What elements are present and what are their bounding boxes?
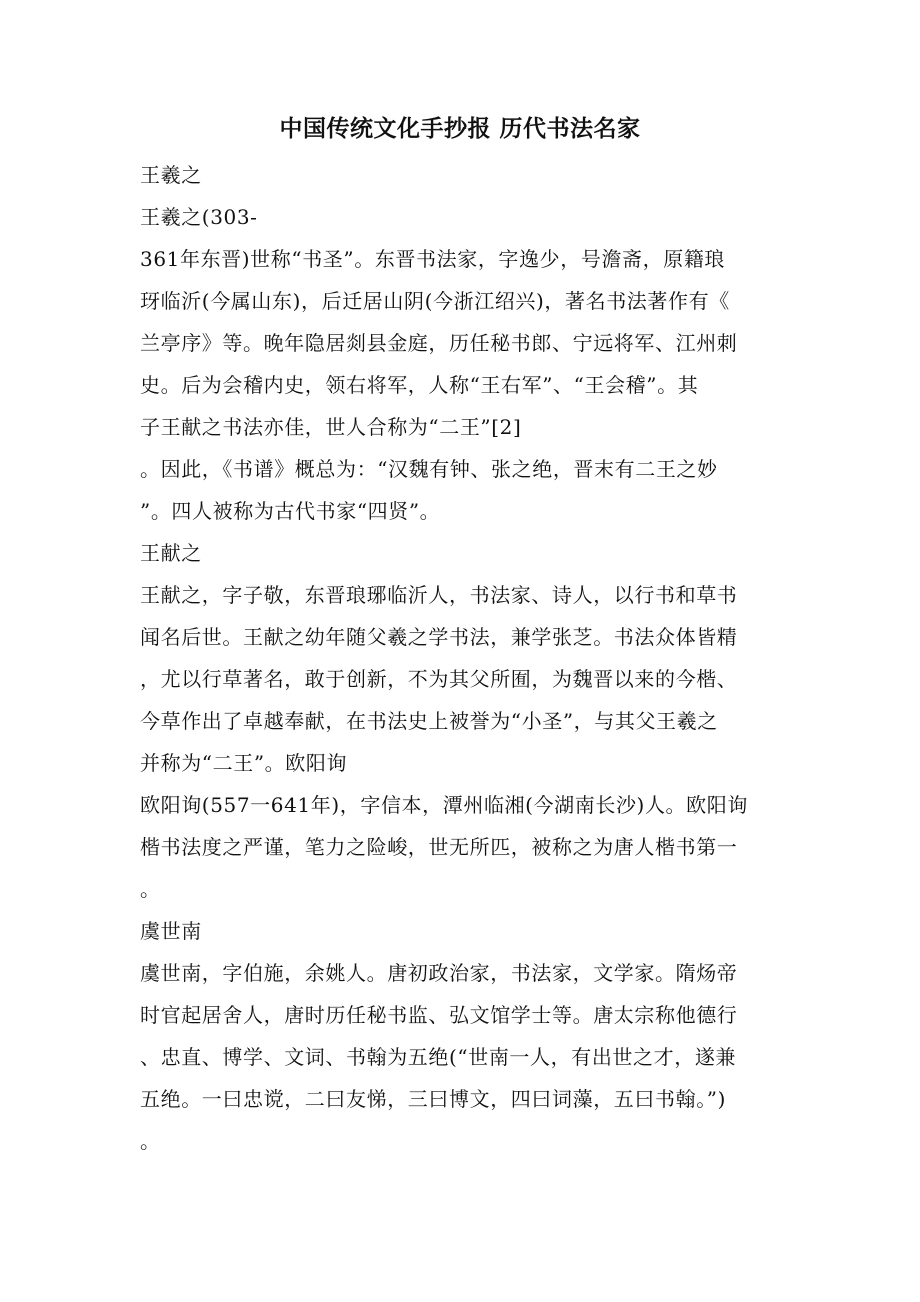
text-line: 史。后为会稽内史，领右将军，人称“王右军”、“王会稽”。其 [140, 373, 699, 397]
text-line: 玡临沂(今属山东)，后迁居山阴(今浙江绍兴)，著名书法著作有《 [140, 289, 730, 313]
text-line: 闻名后世。王献之幼年随父羲之学书法，兼学张芝。书法众体皆精 [140, 625, 738, 649]
document-page [140, 108, 780, 1162]
text-line: ”。四人被称为古代书家“四贤”。 [140, 499, 441, 523]
text-line: 、忠直、博学、文词、书翰为五绝(“世南一人，有出世之才，遂兼 [140, 1045, 737, 1069]
text-line: 。 [140, 877, 161, 901]
document-body [140, 154, 780, 1162]
text-line: ，尤以行草著名，敢于创新，不为其父所囿，为魏晋以来的今楷、 [140, 667, 738, 691]
text-line: 虞世南 [140, 919, 202, 943]
text-line: 。 [140, 1129, 161, 1153]
text-line: 并称为“二王”。欧阳询 [140, 751, 348, 775]
text-line: 五绝。一曰忠谠，二曰友悌，三曰博文，四曰词藻，五曰书翰。”) [140, 1087, 727, 1111]
text-line: 楷书法度之严谨，笔力之险峻，世无所匹，被称之为唐人楷书第一 [140, 835, 738, 859]
text-line: 兰亭序》等。晚年隐居剡县金庭，历任秘书郎、宁远将军、江州刺 [140, 331, 738, 355]
text-line: 子王献之书法亦佳，世人合称为“二王”[2] [140, 415, 522, 439]
text-line: 欧阳询(557一641年)，字信本，潭州临湘(今湖南长沙)人。欧阳询 [140, 793, 748, 817]
text-line: 王献之，字子敬，东晋琅琊临沂人，书法家、诗人，以行书和草书 [140, 583, 738, 607]
text-line: 361年东晋)世称“书圣”。东晋书法家，字逸少，号澹斋，原籍琅 [140, 247, 726, 271]
text-line: 王献之 [140, 541, 202, 565]
text-line: 王羲之(303- [140, 205, 258, 229]
text-line: 时官起居舍人，唐时历任秘书监、弘文馆学士等。唐太宗称他德行 [140, 1003, 738, 1027]
document-title: 中国传统文化手抄报 历代书法名家 [279, 116, 641, 142]
text-line: 。因此，《书谱》概总为：“汉魏有钟、张之绝，晋末有二王之妙 [140, 457, 718, 481]
text-line: 虞世南，字伯施，余姚人。唐初政治家，书法家，文学家。隋炀帝 [140, 961, 738, 985]
text-line: 今草作出了卓越奉献，在书法史上被誉为“小圣”，与其父王羲之 [140, 709, 718, 733]
text-line: 王羲之 [140, 163, 202, 187]
